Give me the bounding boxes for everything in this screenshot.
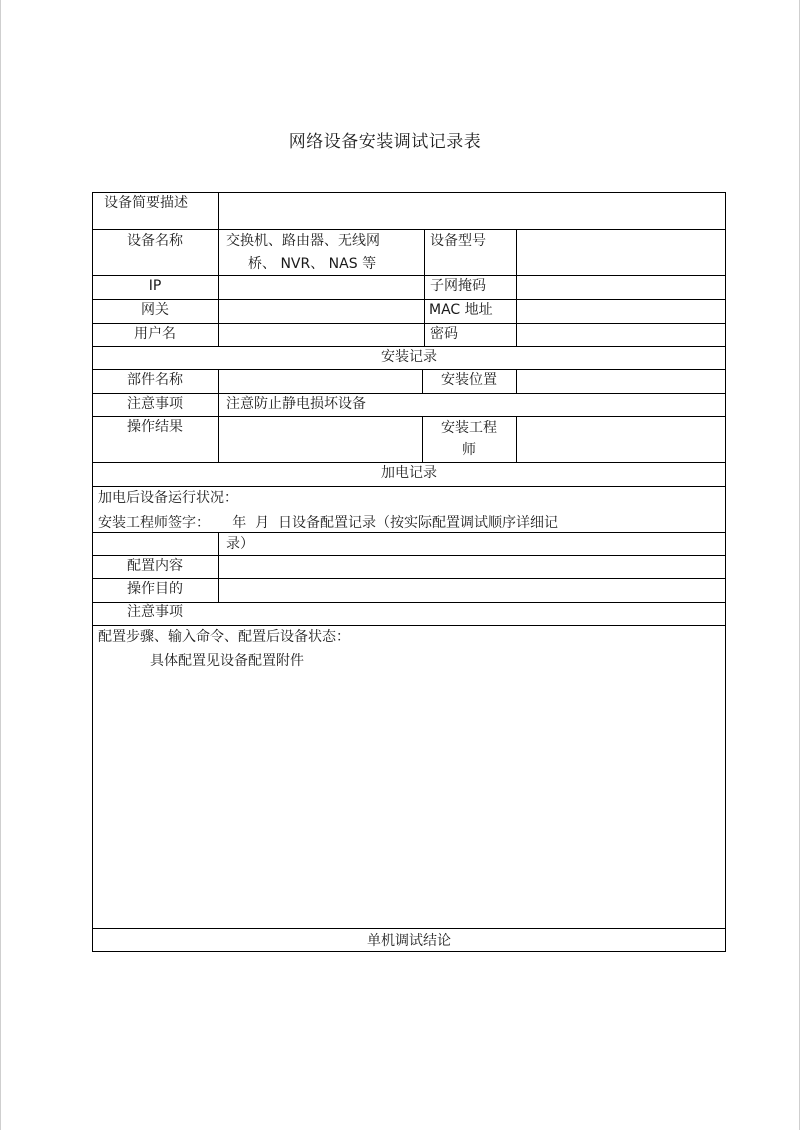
username-label: 用户名 [134,326,176,342]
power-record-header: 加电记录 [381,465,437,481]
install-engineer-label-line2: 师 [462,442,476,458]
operation-result-label: 操作结果 [127,419,183,435]
config-notes-label: 注意事项 [127,604,183,620]
device-description-label: 设备简要描述 [104,195,188,211]
mac-address-label: MAC 地址 [429,302,493,318]
table-line [516,229,517,347]
device-name-label: 设备名称 [127,233,183,249]
install-engineer-label-line1: 安装工程 [441,420,497,436]
table-line [92,486,726,487]
table-line [92,229,726,230]
record-form-table [92,192,726,952]
table-line [516,416,517,463]
ip-label: IP [148,278,162,294]
table-line [424,229,425,347]
config-content-label: 配置内容 [127,558,183,574]
operation-purpose-label: 操作目的 [127,581,183,597]
install-position-label: 安装位置 [441,372,497,388]
engineer-signature-line: 安装工程师签字： 年 月 日设备配置记录（按实际配置调试顺序详细记 [98,515,559,531]
table-line [218,192,219,347]
table-line [218,532,219,603]
table-line [92,625,726,626]
install-notes-value: 注意防止静电损坏设备 [226,396,366,412]
table-line [218,369,219,463]
table-line [516,369,517,393]
device-name-value-line2: 桥、 NVR、 NAS 等 [248,256,377,272]
password-label: 密码 [430,326,458,342]
document-title: 网络设备安装调试记录表 [288,132,482,152]
config-steps-value: 具体配置见设备配置附件 [150,653,304,669]
standalone-test-conclusion-header: 单机调试结论 [367,933,451,949]
table-line [92,951,726,952]
gateway-label: 网关 [141,302,169,318]
subnet-mask-label: 子网掩码 [430,278,486,294]
device-model-label: 设备型号 [430,233,486,249]
power-status-label: 加电后设备运行状况： [98,490,238,506]
engineer-signature-line-continued: 录） [226,536,254,552]
device-name-value-line1: 交换机、路由器、无线网 [226,233,380,249]
install-notes-label: 注意事项 [127,396,183,412]
part-name-label: 部件名称 [127,372,183,388]
config-steps-label: 配置步骤、输入命令、配置后设备状态： [98,629,350,645]
table-line [92,928,726,929]
install-record-header: 安装记录 [381,349,437,365]
table-line [725,192,726,952]
